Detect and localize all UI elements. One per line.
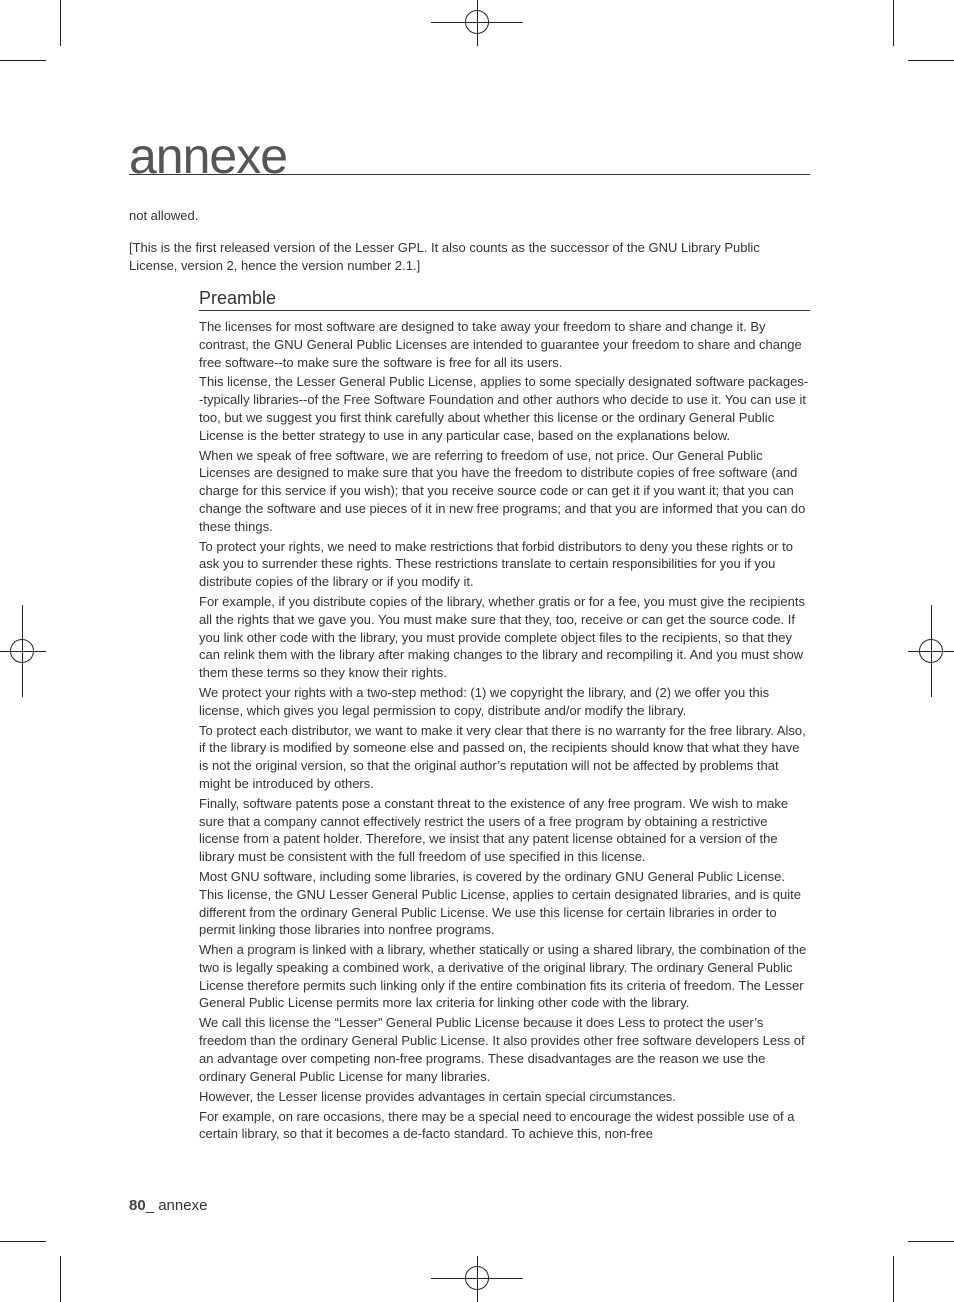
section-heading: Preamble (199, 288, 810, 311)
crop-mark (893, 1256, 894, 1302)
crop-mark (60, 0, 61, 46)
page-footer (129, 1197, 207, 1214)
body-paragraph: For example, if you distribute copies of the library, whether gratis or for a fee, you must give the recipients all the rights that we gave you. You must make sure that they, too, receive or can get the source code. If you link other code with the library, you must provide complete object files to the recipients, so that they can relink them with the library after making changes to the library and recompiling it. And you must show them these terms so they know their rights. (199, 594, 805, 680)
body-paragraph: We call this license the “Lesser” General Public License because it does Less to protect the user’s freedom than the ordinary General Public License. It also provides other free software developers Less of an advantage over competing non-free programs. These disadvantages are the reason we use the ordinary General Public License for many libraries. (199, 1015, 805, 1084)
section-body (199, 318, 811, 1145)
page-number: 80 (129, 1197, 146, 1214)
body-paragraph: To protect each distributor, we want to make it very clear that there is no warranty for the free library. Also, if the library is modified by someone else and passed on, the recipients should know that what they have is not the original version, so that the original author’s reputation will not be affected by problems that might be introduced by others. (199, 722, 806, 791)
crop-mark (0, 60, 46, 61)
page-header (129, 128, 810, 184)
body-paragraph: When a program is linked with a library, whether statically or using a shared library, the combination of the two is legally speaking a combined work, a derivative of the original library. The ordinary General Public License therefore permits such linking only if the entire combination fits its criteria of freedom. The Lesser General Public License permits more lax criteria for linking other code with the library. (199, 942, 807, 1011)
body-paragraph: However, the Lesser license provides advantages in certain special circumstances. (199, 1088, 676, 1104)
body-paragraph: Finally, software patents pose a constant threat to the existence of any free program. We wish to make sure that a company cannot effectively restrict the users of a free program by obtaining a restrictive license from a patent holder. Therefore, we insist that any patent license obtained for a version of the library must be consistent with the full freedom of use specified in this license. (199, 795, 789, 865)
body-paragraph: To protect your rights, we need to make restrictions that forbid distributors to deny you these rights or to ask you to surrender these rights. These restrictions translate to certain responsibilities for you if you distribute copies of the library or if you modify it. (199, 538, 793, 590)
registration-circle (10, 639, 34, 663)
crop-mark (893, 0, 894, 46)
registration-circle (465, 10, 489, 34)
body-paragraph: We protect your rights with a two-step method: (1) we copyright the library, and (2) we offer you this license, which gives you legal permission to copy, distribute and/or modify the library. (199, 684, 770, 718)
crop-mark (908, 1241, 954, 1242)
footer-label: _ annexe (145, 1197, 208, 1214)
registration-circle (465, 1266, 489, 1290)
body-paragraph: Most GNU software, including some libraries, is covered by the ordinary GNU General Public License. This license, the GNU Lesser General Public License, applies to certain designated libraries, and is quite different from the ordinary General Public License. We use this license for certain libraries in order to permit linking those libraries into nonfree programs. (199, 869, 801, 938)
body-paragraph: This license, the Lesser General Public License, applies to some specially designated software packages--typically libraries--of the Free Software Foundation and other authors who decide to use it. You can use it too, but we suggest you first think carefully about whether this license or the ordinary General Public License is the better strategy to use in any particular case, based on the explanations below. (199, 374, 809, 443)
crop-mark (908, 60, 954, 61)
body-paragraph: The licenses for most software are designed to take away your freedom to share and change it. By contrast, the GNU General Public Licenses are intended to guarantee your freedom to share and change free software--to make sure the software is free for all its users. (199, 319, 802, 370)
crop-mark (0, 1241, 46, 1242)
body-paragraph: For example, on rare occasions, there may be a special need to encourage the widest possible use of a certain library, so that it becomes a de-facto standard. To achieve this, non-free (199, 1108, 795, 1142)
page-title: annexe (129, 128, 288, 184)
intro-paragraph: [This is the first released version of the Lesser GPL. It also counts as the successor of the GNU Library Public License, version 2, hence the version number 2.1.] (129, 240, 760, 273)
registration-circle (919, 639, 943, 663)
body-paragraph: When we speak of free software, we are referring to freedom of use, not price. Our General Public Licenses are designed to make sure that you have the freedom to distribute copies of free software (and charge for this service if you wish); that you receive source code or can get it if you want it; that you can change the software and use pieces of it in new free programs; and that you are informed that you can do these things. (199, 447, 806, 534)
crop-mark (60, 1256, 61, 1302)
intro-paragraph: not allowed. (129, 208, 199, 223)
